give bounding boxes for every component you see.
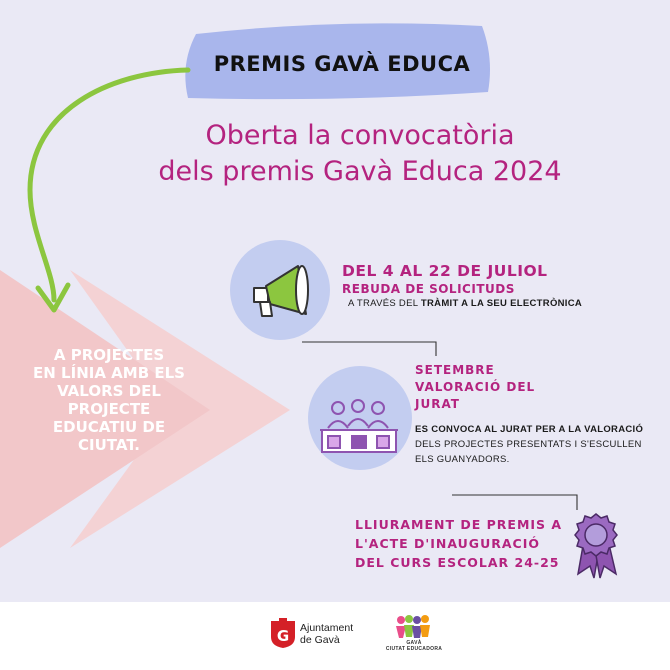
left-arrow-line: EDUCATIU DE bbox=[52, 418, 166, 436]
step2-note bbox=[415, 422, 643, 467]
step2-note-line: ELS GUANYADORS. bbox=[415, 454, 510, 465]
step3-title-line: L'ACTE D'INAUGURACIÓ bbox=[355, 536, 540, 551]
left-arrow-line: CIUTAT. bbox=[78, 436, 140, 454]
step3-title bbox=[355, 515, 562, 572]
step1-subtitle: REBUDA DE SOLICITUDS bbox=[342, 282, 515, 296]
ciutat-educadora-figures-icon bbox=[395, 614, 431, 640]
step2-title-line: VALORACIÓ DEL bbox=[415, 380, 536, 394]
step1-date: DEL 4 AL 22 DE JULIOL bbox=[342, 262, 548, 280]
step1-note-prefix: A TRAVÉS DEL bbox=[348, 298, 421, 309]
step2-title bbox=[415, 362, 535, 413]
step2-title-line: JURAT bbox=[415, 397, 460, 411]
banner-title: PREMIS GAVÀ EDUCA bbox=[213, 52, 471, 76]
ajuntament-line-2: de Gavà bbox=[300, 634, 340, 646]
curved-arrow-icon bbox=[30, 70, 188, 310]
headline-line-1: Oberta la convocatòria bbox=[205, 120, 515, 151]
footer bbox=[0, 602, 670, 670]
left-arrow-text bbox=[20, 346, 198, 454]
ciutat-line-2: CIUTAT EDUCADORA bbox=[385, 646, 443, 652]
left-arrow-line: VALORS DEL bbox=[57, 382, 161, 400]
ajuntament-logo-text bbox=[300, 622, 353, 646]
left-arrow-line: EN LÍNIA AMB ELS bbox=[33, 364, 185, 382]
ajuntament-shield-icon bbox=[270, 617, 296, 649]
jury-circle bbox=[308, 366, 412, 470]
ciutat-line-1: GAVÀ bbox=[406, 640, 422, 646]
shield-letter: G bbox=[276, 627, 290, 645]
left-arrow-line: A PROJECTES bbox=[53, 346, 165, 364]
step2-note-bold: ES CONVOCA AL JURAT PER A LA VALORACIÓ bbox=[415, 424, 644, 435]
step2-title-line: SETEMBRE bbox=[415, 363, 495, 377]
left-arrow-line: PROJECTE bbox=[67, 400, 151, 418]
award-rosette-icon bbox=[575, 514, 617, 578]
headline-line-2: dels premis Gavà Educa 2024 bbox=[158, 156, 562, 187]
step1-note-bold: TRÀMIT A LA SEU ELECTRÒNICA bbox=[420, 298, 583, 309]
ciutat-educadora-text bbox=[385, 640, 443, 652]
step1-note bbox=[348, 298, 582, 309]
ajuntament-line-1: Ajuntament bbox=[300, 622, 354, 634]
step3-title-line: LLIURAMENT DE PREMIS A bbox=[355, 517, 563, 532]
step3-title-line: DEL CURS ESCOLAR 24-25 bbox=[355, 555, 560, 570]
step2-note-line: DELS PROJECTES PRESENTATS I S'ESCULLEN bbox=[415, 439, 642, 450]
